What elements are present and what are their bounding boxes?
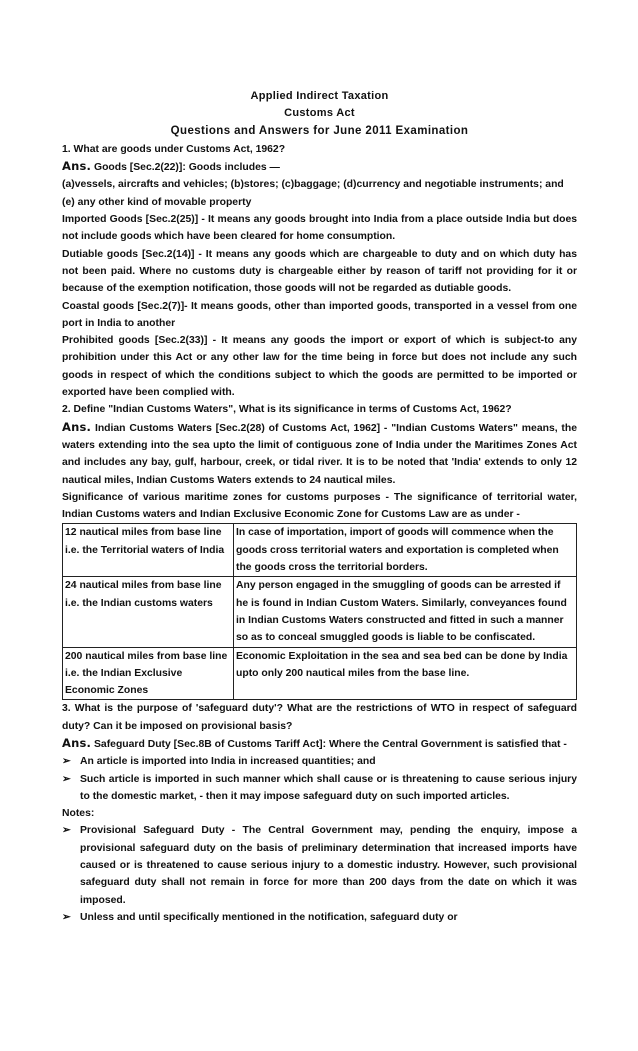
document-subtitle: Customs Act bbox=[284, 107, 355, 120]
list-item bbox=[62, 771, 577, 806]
imported-goods-definition: Imported Goods [Sec.2(25)] - It means any goods brought into India from a place outside India but does not include goods which have been cleared for home consumption. bbox=[62, 214, 577, 243]
answer-tag: Ans. bbox=[62, 735, 92, 750]
list-item-text: An article is imported into India in increased quantities; and bbox=[80, 756, 376, 768]
notes-list bbox=[62, 822, 577, 926]
safeguard-conditions-list bbox=[62, 753, 577, 805]
answer-tag: Ans. bbox=[62, 159, 92, 174]
list-item bbox=[62, 753, 577, 770]
answer-tag: Ans. bbox=[62, 419, 92, 434]
question-1: 1. What are goods under Customs Act, 1962? bbox=[62, 143, 286, 155]
table-cell: In case of importation, import of goods will commence when the goods cross territorial waters and exportation is completed when the goods cross the territorial borders. bbox=[234, 524, 577, 577]
table-cell: 24 nautical miles from base line i.e. the Indian customs waters bbox=[63, 577, 234, 647]
notes-label: Notes: bbox=[62, 808, 95, 820]
exam-heading: Questions and Answers for June 2011 Examination bbox=[170, 124, 469, 137]
answer-2 bbox=[62, 419, 577, 489]
arrow-bullet-icon: ➢ bbox=[62, 911, 71, 923]
maritime-zones-table bbox=[62, 523, 577, 700]
question-2: 2. Define "Indian Customs Waters", What is its significance in terms of Customs Act, 1962? bbox=[62, 404, 512, 416]
dutiable-goods-definition: Dutiable goods [Sec.2(14)] - It means any goods which are chargeable to duty and on which duty has not been paid. Where no customs duty is chargeable either by reason of tariff not providing for it or because of the exemption notification, those goods will not be regarded as dutiable goods. bbox=[62, 248, 577, 295]
answer-2-text: Indian Customs Waters [Sec.2(28) of Customs Act, 1962] - "Indian Customs Waters" means, the waters extending into the sea upto the limit of contiguous zone of India under the Maritimes Zones Act and includes any bay, gulf, harbour, creek, or tidal river. It is to be noted that 'India' extends to only 12 nautical miles, Indian Customs Waters extends to 24 nautical miles. bbox=[62, 422, 578, 486]
arrow-bullet-icon: ➢ bbox=[62, 825, 71, 837]
list-item-text: Such article is imported in such manner which shall cause or is threatening to cause serious injury to the domestic market, - then it may impose safeguard duty on such imported articles. bbox=[80, 773, 577, 802]
goods-list-item: (e) any other kind of movable property bbox=[62, 196, 252, 208]
table-cell: 12 nautical miles from base line i.e. the Territorial waters of India bbox=[63, 524, 234, 577]
list-item-text: Provisional Safeguard Duty - The Central Government may, pending the enquiry, impose a provisional safeguard duty on the basis of preliminary determination that increased imports have caused or is threatened to cause serious injury to a domestic industry. However, such provisional safeguard duty shall not remain in force for more than 200 days from the date on which it was imposed. bbox=[80, 825, 577, 906]
prohibited-goods-definition: Prohibited goods [Sec.2(33)] - It means any goods the import or export of which is subject-to any prohibition under this Act or any other law for the time being in force but does not include any such goods in respect of which the conditions subject to which the goods are permitted to be imported or exported have been complied with. bbox=[62, 335, 577, 399]
answer-1-intro bbox=[62, 158, 577, 176]
answer-3-text: Safeguard Duty [Sec.8B of Customs Tariff Act]: Where the Central Government is satisfied that - bbox=[94, 738, 567, 750]
list-item bbox=[62, 909, 577, 926]
table-cell: Economic Exploitation in the sea and sea bed can be done by India upto only 200 nautical miles from the base line. bbox=[234, 647, 577, 700]
arrow-bullet-icon: ➢ bbox=[62, 773, 71, 785]
document-page bbox=[62, 88, 577, 926]
table-cell: 200 nautical miles from base line i.e. the Indian Exclusive Economic Zones bbox=[63, 647, 234, 700]
maritime-significance: Significance of various maritime zones for customs purposes - The significance of territorial water, Indian Customs waters and Indian Exclusive Economic Zone for Customs Law are as under - bbox=[62, 491, 577, 521]
document-title: Applied Indirect Taxation bbox=[250, 90, 389, 102]
answer-1-text: Goods [Sec.2(22)]: Goods includes — bbox=[94, 162, 280, 174]
table-cell: Any person engaged in the smuggling of goods can be arrested if he is found in Indian Custom Waters. Similarly, conveyances found in Indian Customs Waters constructed and fitted in such a manner so as to conceal smuggled goods is liable to be confiscated. bbox=[234, 577, 577, 647]
table-row bbox=[63, 647, 577, 700]
answer-3 bbox=[62, 735, 577, 753]
table-row bbox=[63, 524, 577, 577]
list-item bbox=[62, 822, 577, 908]
coastal-goods-definition: Coastal goods [Sec.2(7)]- It means goods, other than imported goods, transported in a vessel from one port in India to another bbox=[62, 300, 577, 329]
list-item-text: Unless and until specifically mentioned in the notification, safeguard duty or bbox=[80, 911, 458, 923]
goods-list-item: (a)vessels, aircrafts and vehicles; (b)stores; (c)baggage; (d)currency and negotiable instruments; and bbox=[62, 179, 564, 191]
arrow-bullet-icon: ➢ bbox=[62, 756, 71, 768]
question-3: 3. What is the purpose of 'safeguard duty'? What are the restrictions of WTO in respect of safeguard duty? Can it be imposed on provisional basis? bbox=[62, 703, 577, 732]
table-row bbox=[63, 577, 577, 647]
